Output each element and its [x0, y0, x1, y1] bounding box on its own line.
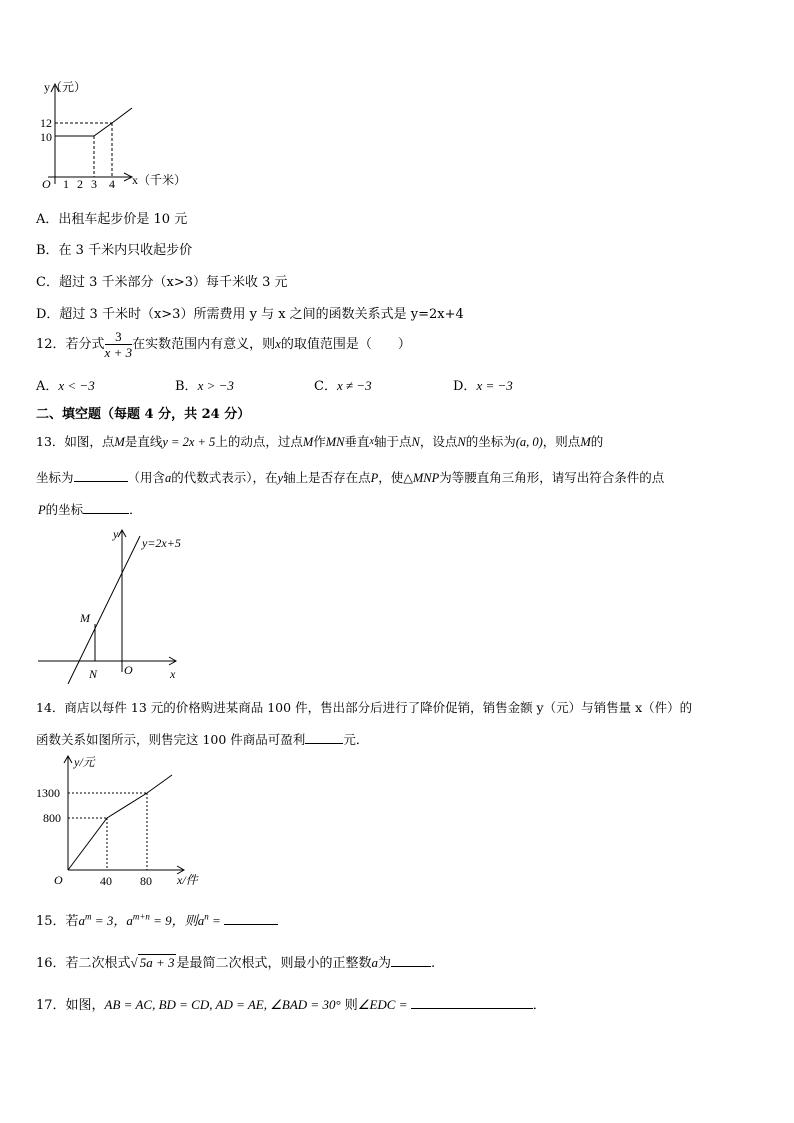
q15-sup1: m	[85, 911, 92, 922]
x-label: x	[170, 667, 176, 681]
fare-line	[55, 108, 132, 136]
q12-option-c	[314, 375, 372, 394]
section-title: 二、填空题（每题 4 分，共 24 分）	[36, 407, 251, 422]
y-axis-label: y（元）	[44, 80, 87, 94]
q11-option-d: D．超过 3 千米时（x>3）所需费用 y 与 x 之间的函数关系式是 y=2x+4	[36, 307, 464, 322]
q16-period: .	[431, 956, 436, 971]
q15-val3: =	[208, 913, 224, 928]
q17-blank[interactable]	[411, 996, 533, 1009]
q13-t14: 轴上是否存在点	[283, 470, 371, 485]
q17-period: ．	[532, 998, 546, 1013]
q15-sup2: m+n	[132, 911, 150, 922]
q17-math: AB = AC, BD = CD, AD = AE, ∠BAD = 30°	[104, 997, 341, 1012]
sales-graph	[34, 752, 214, 894]
q13-line3	[38, 500, 142, 518]
point-n-label: N	[89, 667, 98, 681]
q12-frac-num: 3	[105, 329, 133, 345]
q11-option-b: B．在 3 千米内只收起步价	[36, 243, 193, 258]
q15-a2: a	[126, 913, 133, 928]
q14-line1: 14．商店以每件 13 元的价格购进某商品 100 件，售出部分后进行了降价促销，销售金额 y（元）与销售量 x（件）的	[36, 700, 693, 715]
q16-question	[36, 952, 435, 971]
x-tick-1: 1	[63, 177, 69, 191]
origin-label: O	[124, 663, 133, 677]
taxi-fare-graph	[34, 78, 224, 193]
q13-n2: N	[457, 435, 466, 449]
y-tick-10: 10	[40, 130, 52, 144]
x-axis-label: x/件	[177, 873, 198, 887]
q13-m2: M	[302, 435, 314, 449]
q14-t2: 元．	[343, 732, 369, 747]
q13-t10: 的	[590, 434, 604, 449]
q13-line1	[36, 432, 603, 450]
q17-ask: ∠EDC =	[357, 997, 411, 1012]
q14-line2	[36, 730, 368, 748]
q13-p2: P	[38, 503, 46, 517]
q13-t18: ．	[129, 502, 142, 517]
q16-prefix: 16．若二次根式	[36, 956, 131, 971]
sales-line	[68, 775, 172, 870]
q12-frac-den: x + 3	[104, 345, 133, 360]
q17-middle: 则	[340, 998, 358, 1013]
q13-coord: (a, 0)	[515, 435, 543, 449]
line-graph-q13	[34, 522, 194, 684]
q13-y: y	[277, 471, 284, 485]
q12-opt-b-label: B．	[175, 379, 198, 394]
x-tick-80: 80	[140, 874, 152, 888]
q13-t17: 的坐标	[45, 502, 84, 517]
origin-label: O	[54, 873, 63, 887]
q14-t1: 函数关系如图所示，则售完这 100 件商品可盈利	[36, 732, 306, 747]
q12-opt-a-label: A．	[36, 379, 59, 394]
q12-opt-a-math: x < −3	[58, 378, 95, 393]
q15-val2: = 9，则	[149, 913, 198, 928]
q12-option-b	[175, 375, 234, 394]
q16-radicand: 5a + 3	[139, 955, 175, 970]
y-tick-1300: 1300	[36, 786, 60, 800]
q11-option-c: C．超过 3 千米部分（x>3）每千米收 3 元	[36, 275, 288, 290]
q12-opt-c-label: C．	[314, 379, 337, 394]
x-tick-4: 4	[109, 177, 115, 191]
y-tick-800: 800	[43, 811, 61, 825]
q12-var: x	[275, 336, 281, 351]
origin-label: O	[42, 177, 51, 191]
q13-t3: 上的动点，过点	[215, 434, 303, 449]
q13-line2	[36, 468, 664, 486]
line-y2x5	[68, 536, 140, 684]
q15-a3: a	[197, 913, 205, 928]
q12-opt-d-math: x = −3	[476, 378, 513, 393]
q12-opt-b-math: x > −3	[197, 378, 234, 393]
q13-t15: ，使△	[378, 470, 413, 485]
q16-blank[interactable]	[391, 954, 431, 967]
q14-blank[interactable]	[305, 731, 343, 744]
q16-middle: 是最简二次根式，则最小的正整数	[176, 956, 372, 971]
q12-suffix-a: 在实数范围内有意义，则	[132, 337, 276, 352]
q15-val1: = 3，	[91, 913, 127, 928]
q13-t12: （用含	[127, 470, 166, 485]
q13-mn: MN	[325, 435, 345, 449]
x-tick-3: 3	[91, 177, 97, 191]
q13-t6: 轴于点	[373, 434, 412, 449]
q12-opt-c-math: x ≠ −3	[336, 378, 372, 393]
q13-t7: ，设点	[419, 434, 458, 449]
q13-a: a	[165, 471, 172, 485]
q13-line-eq: y = 2x + 5	[162, 435, 216, 449]
q15-blank[interactable]	[224, 912, 278, 925]
q13-t11: 坐标为	[36, 470, 74, 485]
q13-blank-2[interactable]	[83, 501, 129, 514]
q13-n: N	[411, 435, 420, 449]
q12-opt-d-label: D．	[453, 379, 477, 394]
q16-a: a	[371, 955, 378, 970]
q15-sup3: n	[204, 911, 209, 922]
q13-m: M	[114, 435, 125, 449]
q16-sqrt: √ 5a + 3	[130, 955, 175, 970]
q13-p: P	[370, 471, 379, 485]
q15-question	[36, 910, 278, 929]
point-m-label: M	[80, 611, 90, 625]
x-tick-2: 2	[77, 177, 83, 191]
q12-option-d	[453, 375, 513, 394]
q13-m3: M	[580, 435, 591, 449]
q12-prefix: 12．若分式	[36, 337, 105, 352]
q13-t5: 垂直	[344, 434, 370, 449]
q13-t1: 13．如图，点	[36, 434, 115, 449]
q12-suffix-b: 的取值范围是（ ）	[280, 337, 411, 352]
q15-a1: a	[78, 913, 86, 928]
q16-suffix: 为	[377, 956, 391, 971]
q11-option-a: A．出租车起步价是 10 元	[36, 212, 188, 227]
x-axis-label: x（千米）	[132, 173, 187, 187]
y-axis-label: y/元	[74, 755, 95, 769]
q12-option-a	[36, 375, 95, 394]
q13-x: x	[369, 436, 374, 447]
q13-t4: 作	[313, 434, 326, 449]
q15-prefix: 15．若	[36, 914, 79, 929]
q17-prefix: 17．如图，	[36, 998, 105, 1013]
q12-question	[36, 329, 411, 360]
line-label: y=2x+5	[142, 536, 181, 550]
y-label: y	[113, 527, 119, 541]
q13-blank-1[interactable]	[74, 469, 128, 482]
q13-mnp: MNP	[412, 471, 440, 485]
q17-question	[36, 994, 546, 1013]
q12-fraction	[105, 329, 133, 360]
q13-t13: 的代数式表示），在	[171, 470, 278, 485]
x-tick-40: 40	[100, 874, 112, 888]
q13-t16: 为等腰直角三角形，请写出符合条件的点	[439, 470, 665, 485]
q13-t2: 是直线	[124, 434, 163, 449]
y-tick-12: 12	[40, 116, 52, 130]
q13-t9: ，则点	[542, 434, 581, 449]
q13-t8: 的坐标为	[465, 434, 516, 449]
